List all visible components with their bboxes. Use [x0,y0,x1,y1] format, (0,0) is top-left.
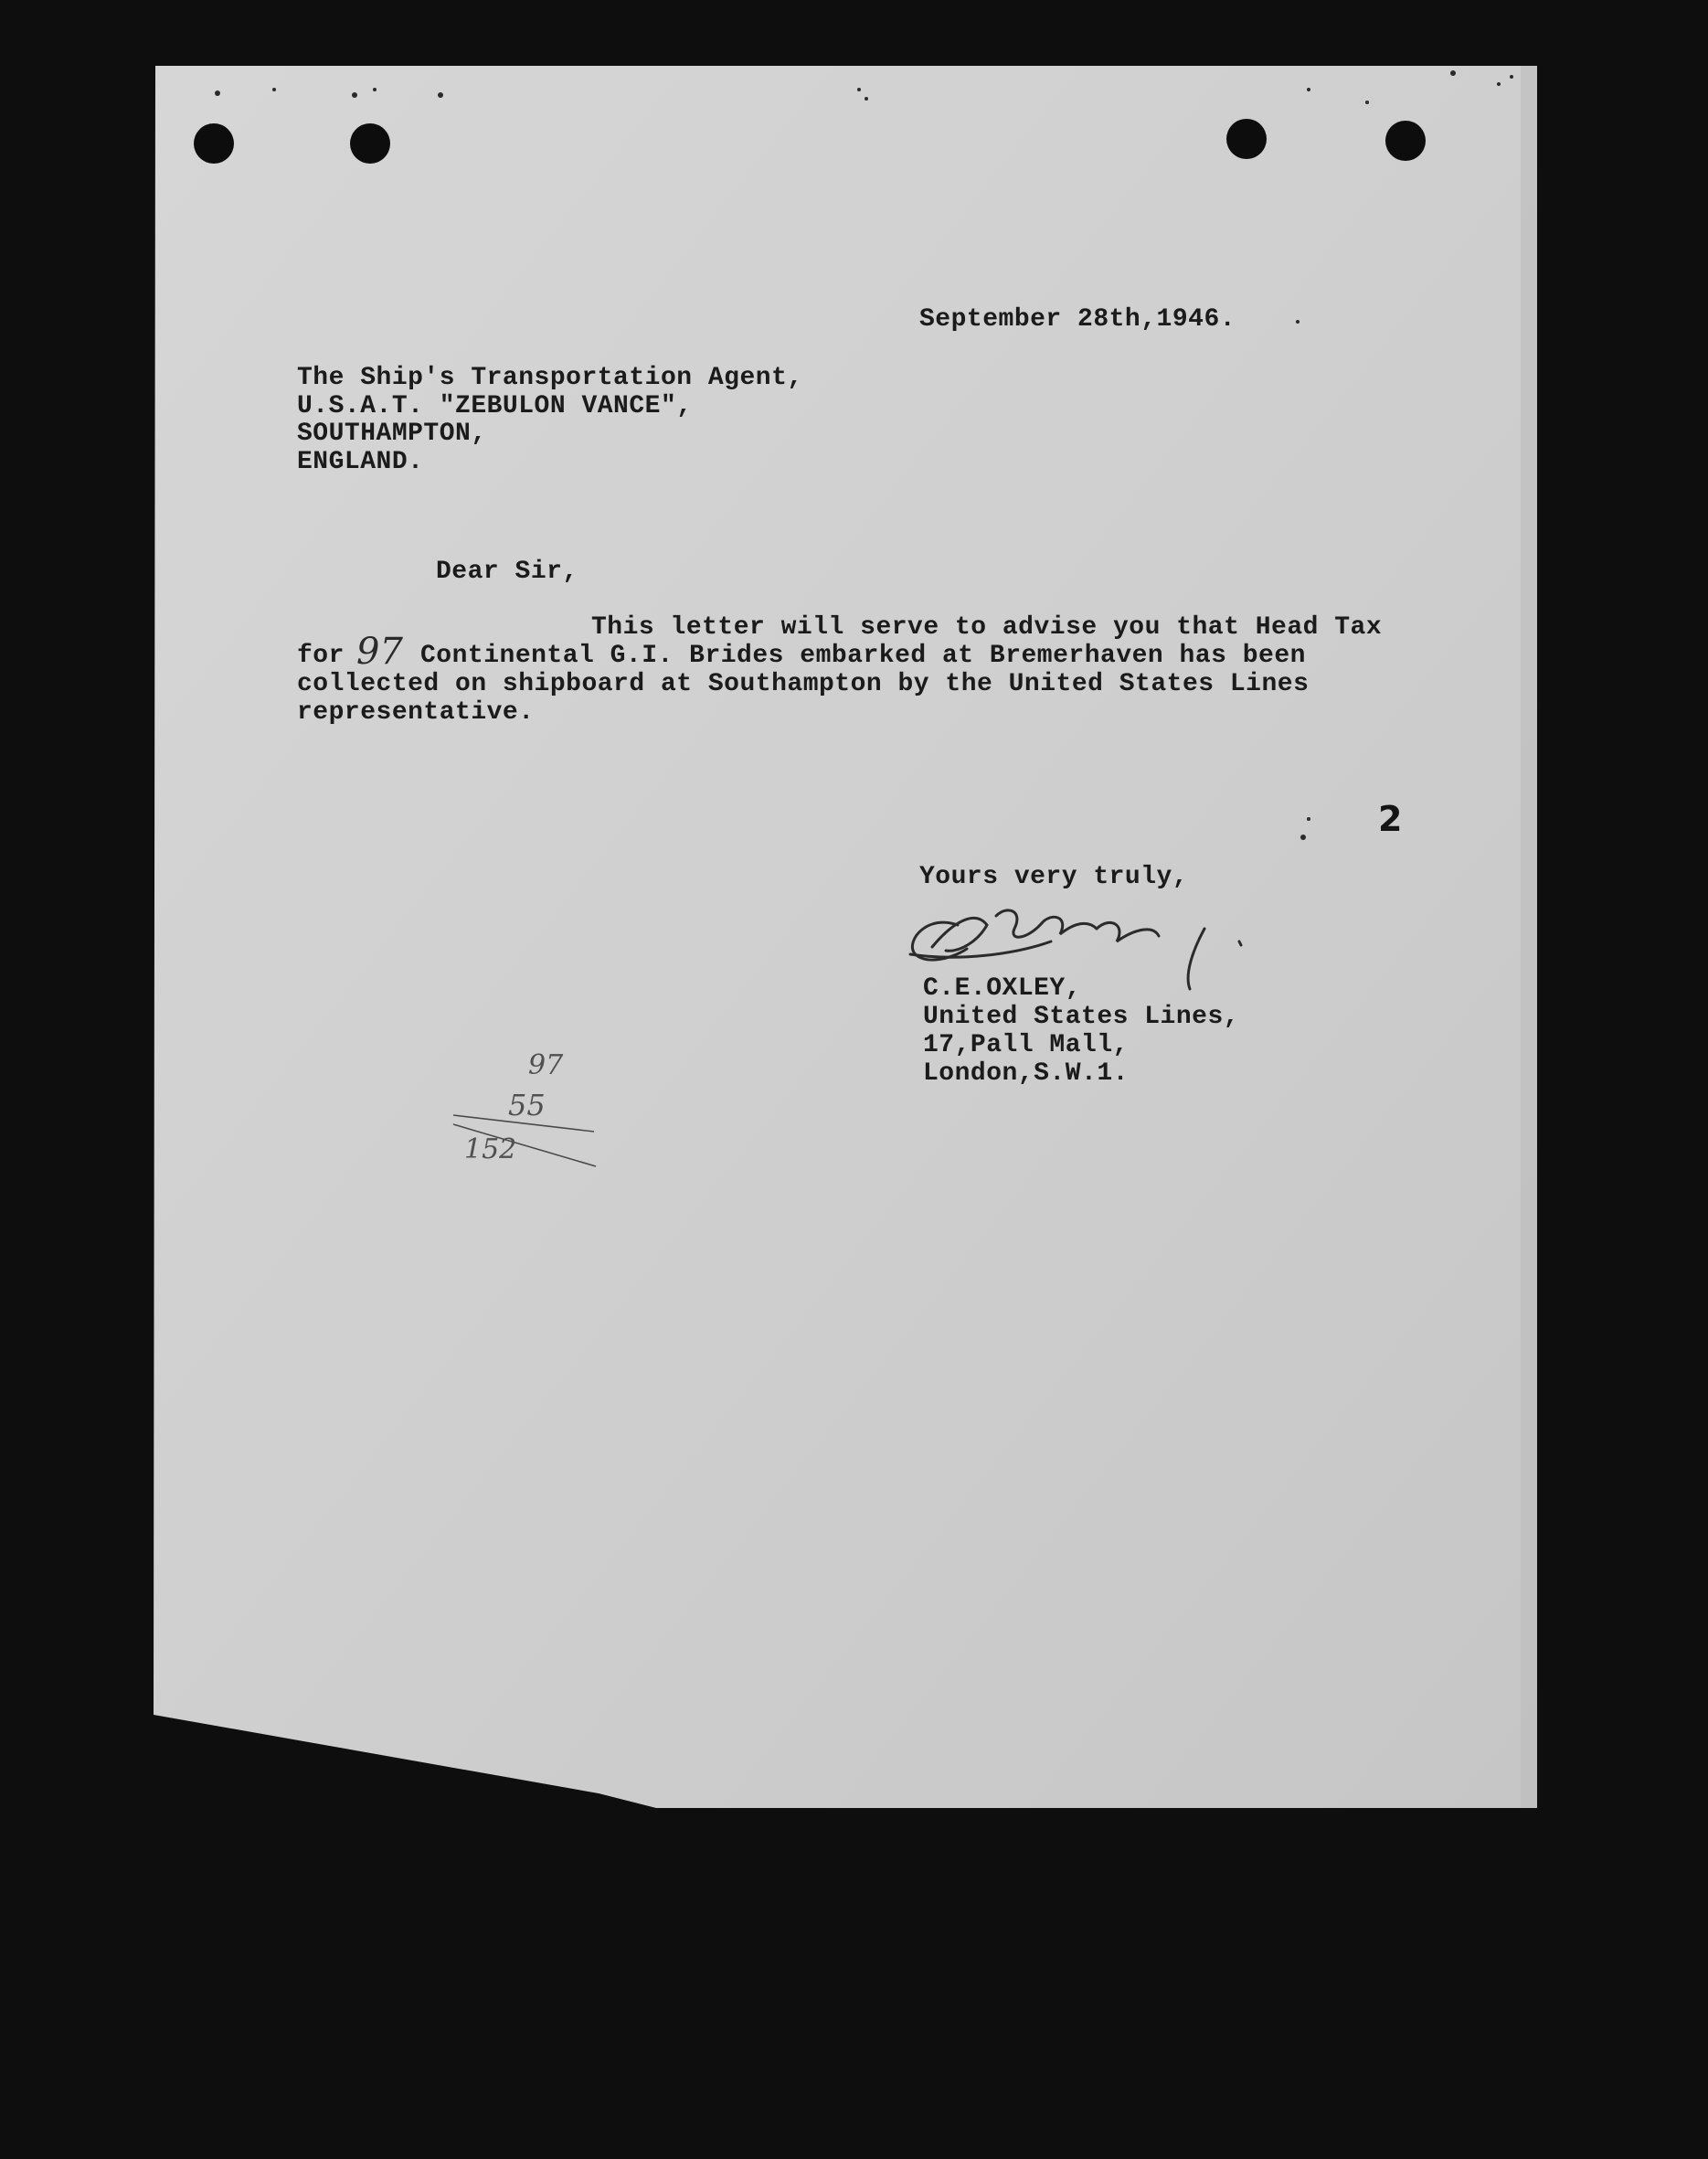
address-line-4: ENGLAND. [297,448,424,476]
margin-calc-middle: 55 [508,1088,546,1122]
closing: Yours very truly, [919,863,1189,891]
signature-company: United States Lines, [923,1003,1240,1031]
margin-calc-top: 97 [528,1049,564,1081]
body-line-2-rest: Continental G.I. Brides embarked at Bremerhaven has been [420,642,1306,670]
margin-calc-bottom: 152 [464,1133,517,1165]
signature-city: London,S.W.1. [923,1059,1129,1088]
punch-hole [1385,121,1426,161]
salutation: Dear Sir, [436,558,578,586]
address-line-1: The Ship's Transportation Agent, [297,364,803,392]
body-line-3: collected on shipboard at Southampton by the United States Lines [297,670,1310,698]
paper-body [154,66,1537,1808]
letter-date: September 28th,1946. [919,305,1236,334]
signature-name: C.E.OXLEY, [923,974,1082,1003]
punch-hole [350,123,390,164]
sheet-number: 2 [1378,799,1403,839]
punch-hole [1226,119,1267,159]
body-line-4: representative. [297,698,535,727]
body-line-2-prefix: for [297,642,345,670]
handwritten-bride-count: 97 [356,631,403,673]
paper-right-edge-shadow [1521,66,1537,1808]
punch-hole [194,123,234,164]
address-line-3: SOUTHAMPTON, [297,420,487,448]
body-line-1: This letter will serve to advise you that Head Tax [591,613,1383,642]
address-line-2: U.S.A.T. "ZEBULON VANCE", [297,392,693,420]
signature-street: 17,Pall Mall, [923,1031,1129,1059]
